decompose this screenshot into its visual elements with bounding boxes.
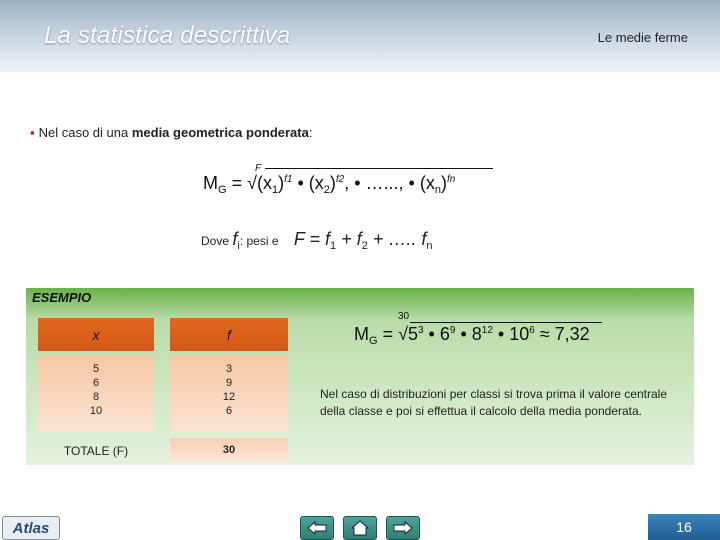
- bullet-icon: ▪: [30, 125, 35, 140]
- home-button[interactable]: [343, 516, 377, 540]
- example-radical-bar: [410, 322, 602, 323]
- example-root-index: 30: [398, 311, 410, 322]
- weights-definition: Dove fi: pesi e F = f1 + f2 + ….. fn: [201, 229, 433, 252]
- radical-icon: √: [398, 324, 408, 344]
- section-subtitle: Le medie ferme: [597, 30, 688, 45]
- total-label: TOTALE (F): [63, 444, 129, 458]
- prev-button[interactable]: [300, 516, 334, 540]
- radical-icon: √: [247, 173, 257, 193]
- geometric-mean-formula: F $M_G = √(x_1)^{f1}$ • $(x_2)^{f2}$, • …..., • $(x_n)^{fn}$: [203, 173, 455, 196]
- root-index: F: [255, 163, 262, 174]
- f-value: 3: [225, 363, 233, 375]
- radical-bar: [265, 168, 493, 169]
- table-header-x: x: [38, 318, 154, 351]
- example-formula: 30 $M_G = √5^3$ • $6^9$ • $8^{12}$ • $10^6 \approx 7,32$: [354, 324, 590, 347]
- intro-text: ▪ Nel caso di una media geometrica ponderata:: [30, 125, 313, 140]
- header-banner: [0, 0, 720, 72]
- f-value: 12: [222, 391, 236, 403]
- x-value: 5: [92, 363, 100, 375]
- home-icon: [349, 519, 371, 537]
- f-values-cell: [170, 356, 288, 432]
- total-value: 30: [170, 438, 288, 462]
- example-note: Nel caso di distribuzioni per classi si trova prima il valore centrale della classe e poi si effettua il calcolo della media ponderata.: [320, 387, 667, 418]
- x-values-cell: [38, 356, 154, 432]
- arrow-right-icon: [392, 520, 414, 536]
- x-value: 6: [92, 377, 100, 389]
- page-title: La statistica descrittiva: [44, 22, 291, 49]
- next-button[interactable]: [386, 516, 420, 540]
- table-header-f: f: [170, 318, 288, 351]
- intro-bold: media geometrica ponderata: [131, 125, 309, 140]
- arrow-left-icon: [306, 520, 328, 536]
- x-value: 8: [92, 391, 100, 403]
- f-value: 9: [225, 377, 233, 389]
- atlas-logo: Atlas: [2, 516, 60, 540]
- example-label: ESEMPIO: [32, 290, 92, 305]
- page-number: 16: [648, 514, 720, 540]
- f-value: 6: [225, 405, 233, 417]
- x-value: 10: [89, 405, 103, 417]
